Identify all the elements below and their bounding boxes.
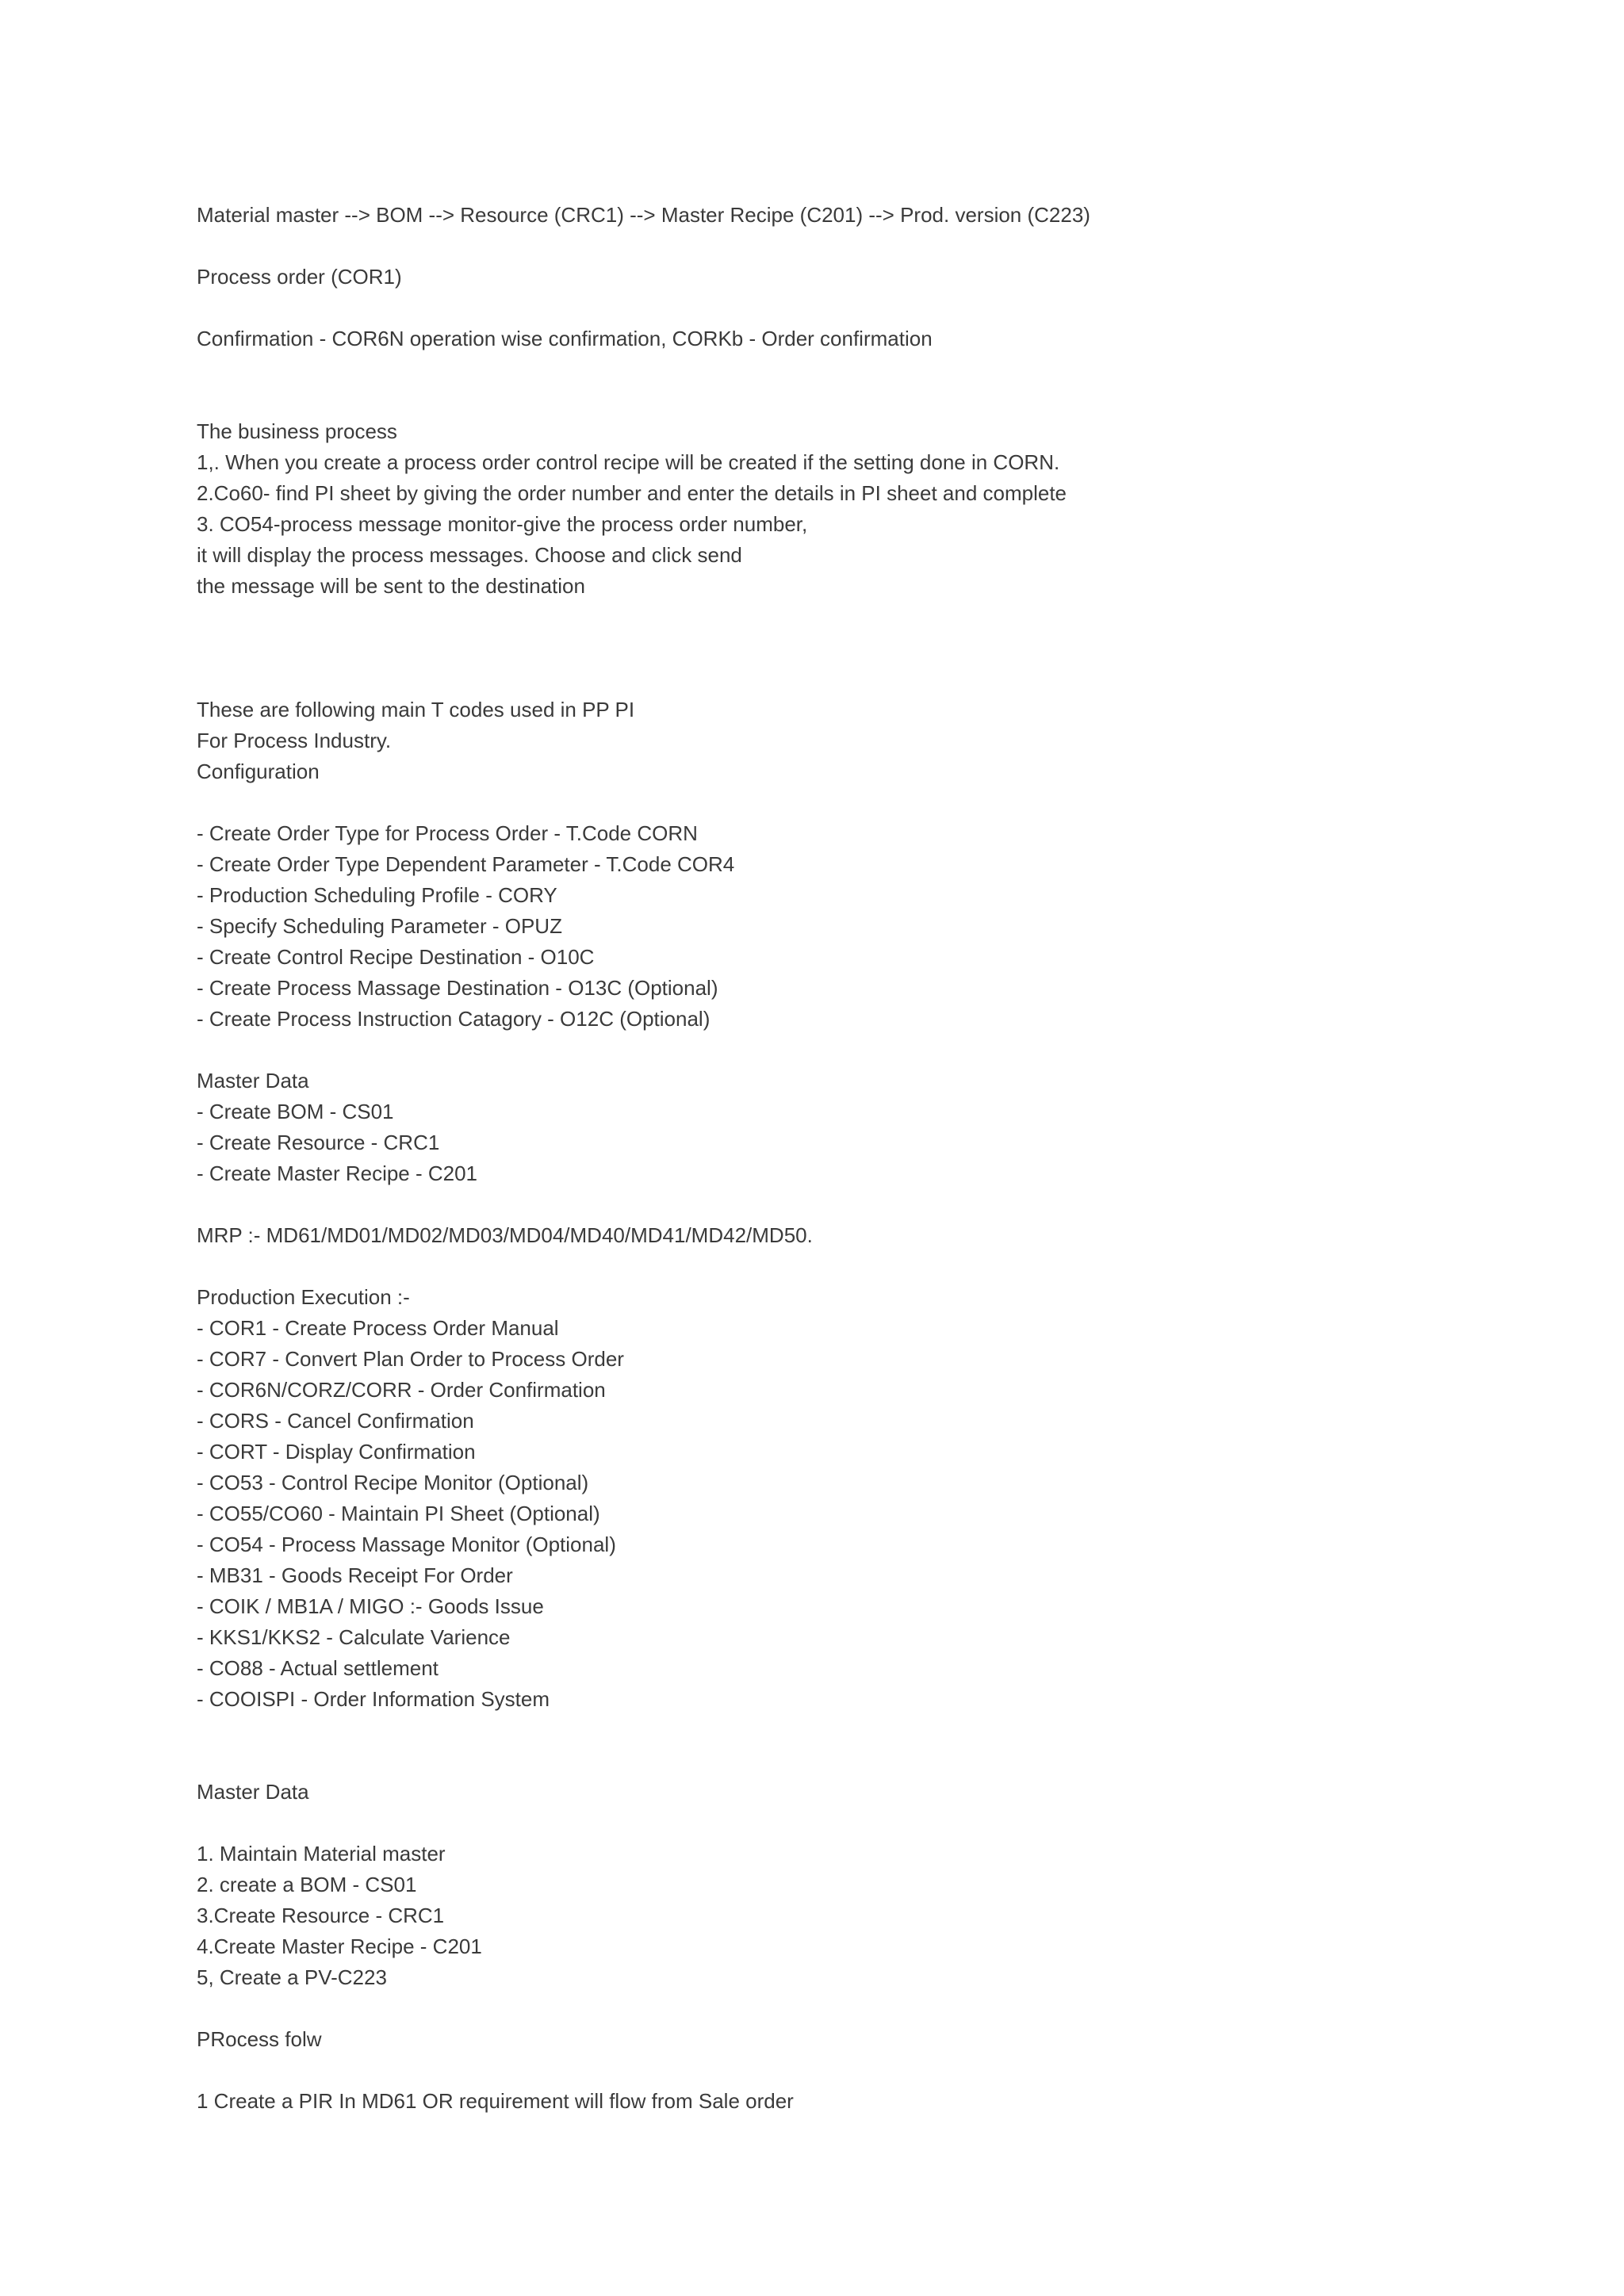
text-line: - CORT - Display Confirmation bbox=[197, 1440, 476, 1464]
blank-line bbox=[197, 664, 1434, 695]
text-line: PRocess folw bbox=[197, 2027, 322, 2051]
text-line: - Create Order Type Dependent Parameter - T.Code COR4 bbox=[197, 852, 735, 876]
blank-line bbox=[197, 2055, 1434, 2086]
text-line: - Create BOM - CS01 bbox=[197, 1100, 394, 1123]
text-line: - COR1 - Create Process Order Manual bbox=[197, 1316, 559, 1340]
text-line: The business process bbox=[197, 419, 397, 443]
blank-line bbox=[197, 602, 1434, 633]
text-line: - Specify Scheduling Parameter - OPUZ bbox=[197, 914, 562, 938]
text-line: - Create Resource - CRC1 bbox=[197, 1131, 440, 1154]
text-line: Configuration bbox=[197, 760, 320, 783]
text-line: - CO54 - Process Massage Monitor (Optional) bbox=[197, 1533, 616, 1556]
text-line: - COR7 - Convert Plan Order to Process Order bbox=[197, 1347, 624, 1371]
text-line: 5, Create a PV-C223 bbox=[197, 1965, 387, 1989]
blank-line bbox=[197, 1251, 1434, 1282]
text-line: the message will be sent to the destination bbox=[197, 574, 585, 598]
text-line: Confirmation - COR6N operation wise confirmation, CORKb - Order confirmation bbox=[197, 327, 933, 350]
blank-line bbox=[197, 1808, 1434, 1839]
text-line: - KKS1/KKS2 - Calculate Varience bbox=[197, 1625, 511, 1649]
text-line: - MB31 - Goods Receipt For Order bbox=[197, 1563, 513, 1587]
text-line: - CO88 - Actual settlement bbox=[197, 1656, 439, 1680]
text-line: - CO53 - Control Recipe Monitor (Optional) bbox=[197, 1471, 589, 1494]
text-line: - COIK / MB1A / MIGO :- Goods Issue bbox=[197, 1594, 544, 1618]
blank-line bbox=[197, 354, 1434, 385]
text-line: - Create Control Recipe Destination - O10C bbox=[197, 945, 595, 969]
text-line: 4.Create Master Recipe - C201 bbox=[197, 1934, 482, 1958]
text-line: - Create Process Instruction Catagory - O12C (Optional) bbox=[197, 1007, 710, 1031]
text-line: - CO55/CO60 - Maintain PI Sheet (Optional) bbox=[197, 1502, 600, 1525]
text-line: MRP :- MD61/MD01/MD02/MD03/MD04/MD40/MD41/MD42/MD50. bbox=[197, 1223, 813, 1247]
text-line: Master Data bbox=[197, 1069, 309, 1093]
text-line: - COOISPI - Order Information System bbox=[197, 1687, 550, 1711]
text-line: - Production Scheduling Profile - CORY bbox=[197, 883, 557, 907]
blank-line bbox=[197, 787, 1434, 818]
text-line: 3. CO54-process message monitor-give the process order number, bbox=[197, 512, 808, 536]
document-body bbox=[197, 200, 1434, 2117]
blank-line bbox=[197, 385, 1434, 416]
blank-line bbox=[197, 1715, 1434, 1746]
text-line: 2. create a BOM - CS01 bbox=[197, 1873, 417, 1896]
text-line: Material master --> BOM --> Resource (CRC1) --> Master Recipe (C201) --> Prod. version (C223) bbox=[197, 203, 1090, 227]
blank-line bbox=[197, 293, 1434, 323]
text-line: Master Data bbox=[197, 1780, 309, 1804]
blank-line bbox=[197, 1993, 1434, 2024]
text-line: 1,. When you create a process order control recipe will be created if the setting done in CORN. bbox=[197, 450, 1060, 474]
blank-line bbox=[197, 1035, 1434, 1066]
text-line: - CORS - Cancel Confirmation bbox=[197, 1409, 474, 1433]
text-line: - Create Order Type for Process Order - T.Code CORN bbox=[197, 821, 698, 845]
text-line: it will display the process messages. Choose and click send bbox=[197, 543, 742, 567]
text-line: 3.Create Resource - CRC1 bbox=[197, 1904, 445, 1927]
text-line: 1. Maintain Material master bbox=[197, 1842, 446, 1866]
text-line: - Create Master Recipe - C201 bbox=[197, 1161, 478, 1185]
blank-line bbox=[197, 1189, 1434, 1220]
text-line: - COR6N/CORZ/CORR - Order Confirmation bbox=[197, 1378, 606, 1402]
text-line: These are following main T codes used in PP PI bbox=[197, 698, 635, 721]
text-line: Process order (COR1) bbox=[197, 265, 402, 289]
blank-line bbox=[197, 633, 1434, 664]
text-line: 2.Co60- find PI sheet by giving the order number and enter the details in PI sheet and complete bbox=[197, 481, 1067, 505]
text-line: - Create Process Massage Destination - O13C (Optional) bbox=[197, 976, 718, 1000]
blank-line bbox=[197, 1746, 1434, 1777]
blank-line bbox=[197, 231, 1434, 262]
text-line: Production Execution :- bbox=[197, 1285, 410, 1309]
text-line: For Process Industry. bbox=[197, 729, 392, 752]
text-line: 1 Create a PIR In MD61 OR requirement will flow from Sale order bbox=[197, 2089, 794, 2113]
